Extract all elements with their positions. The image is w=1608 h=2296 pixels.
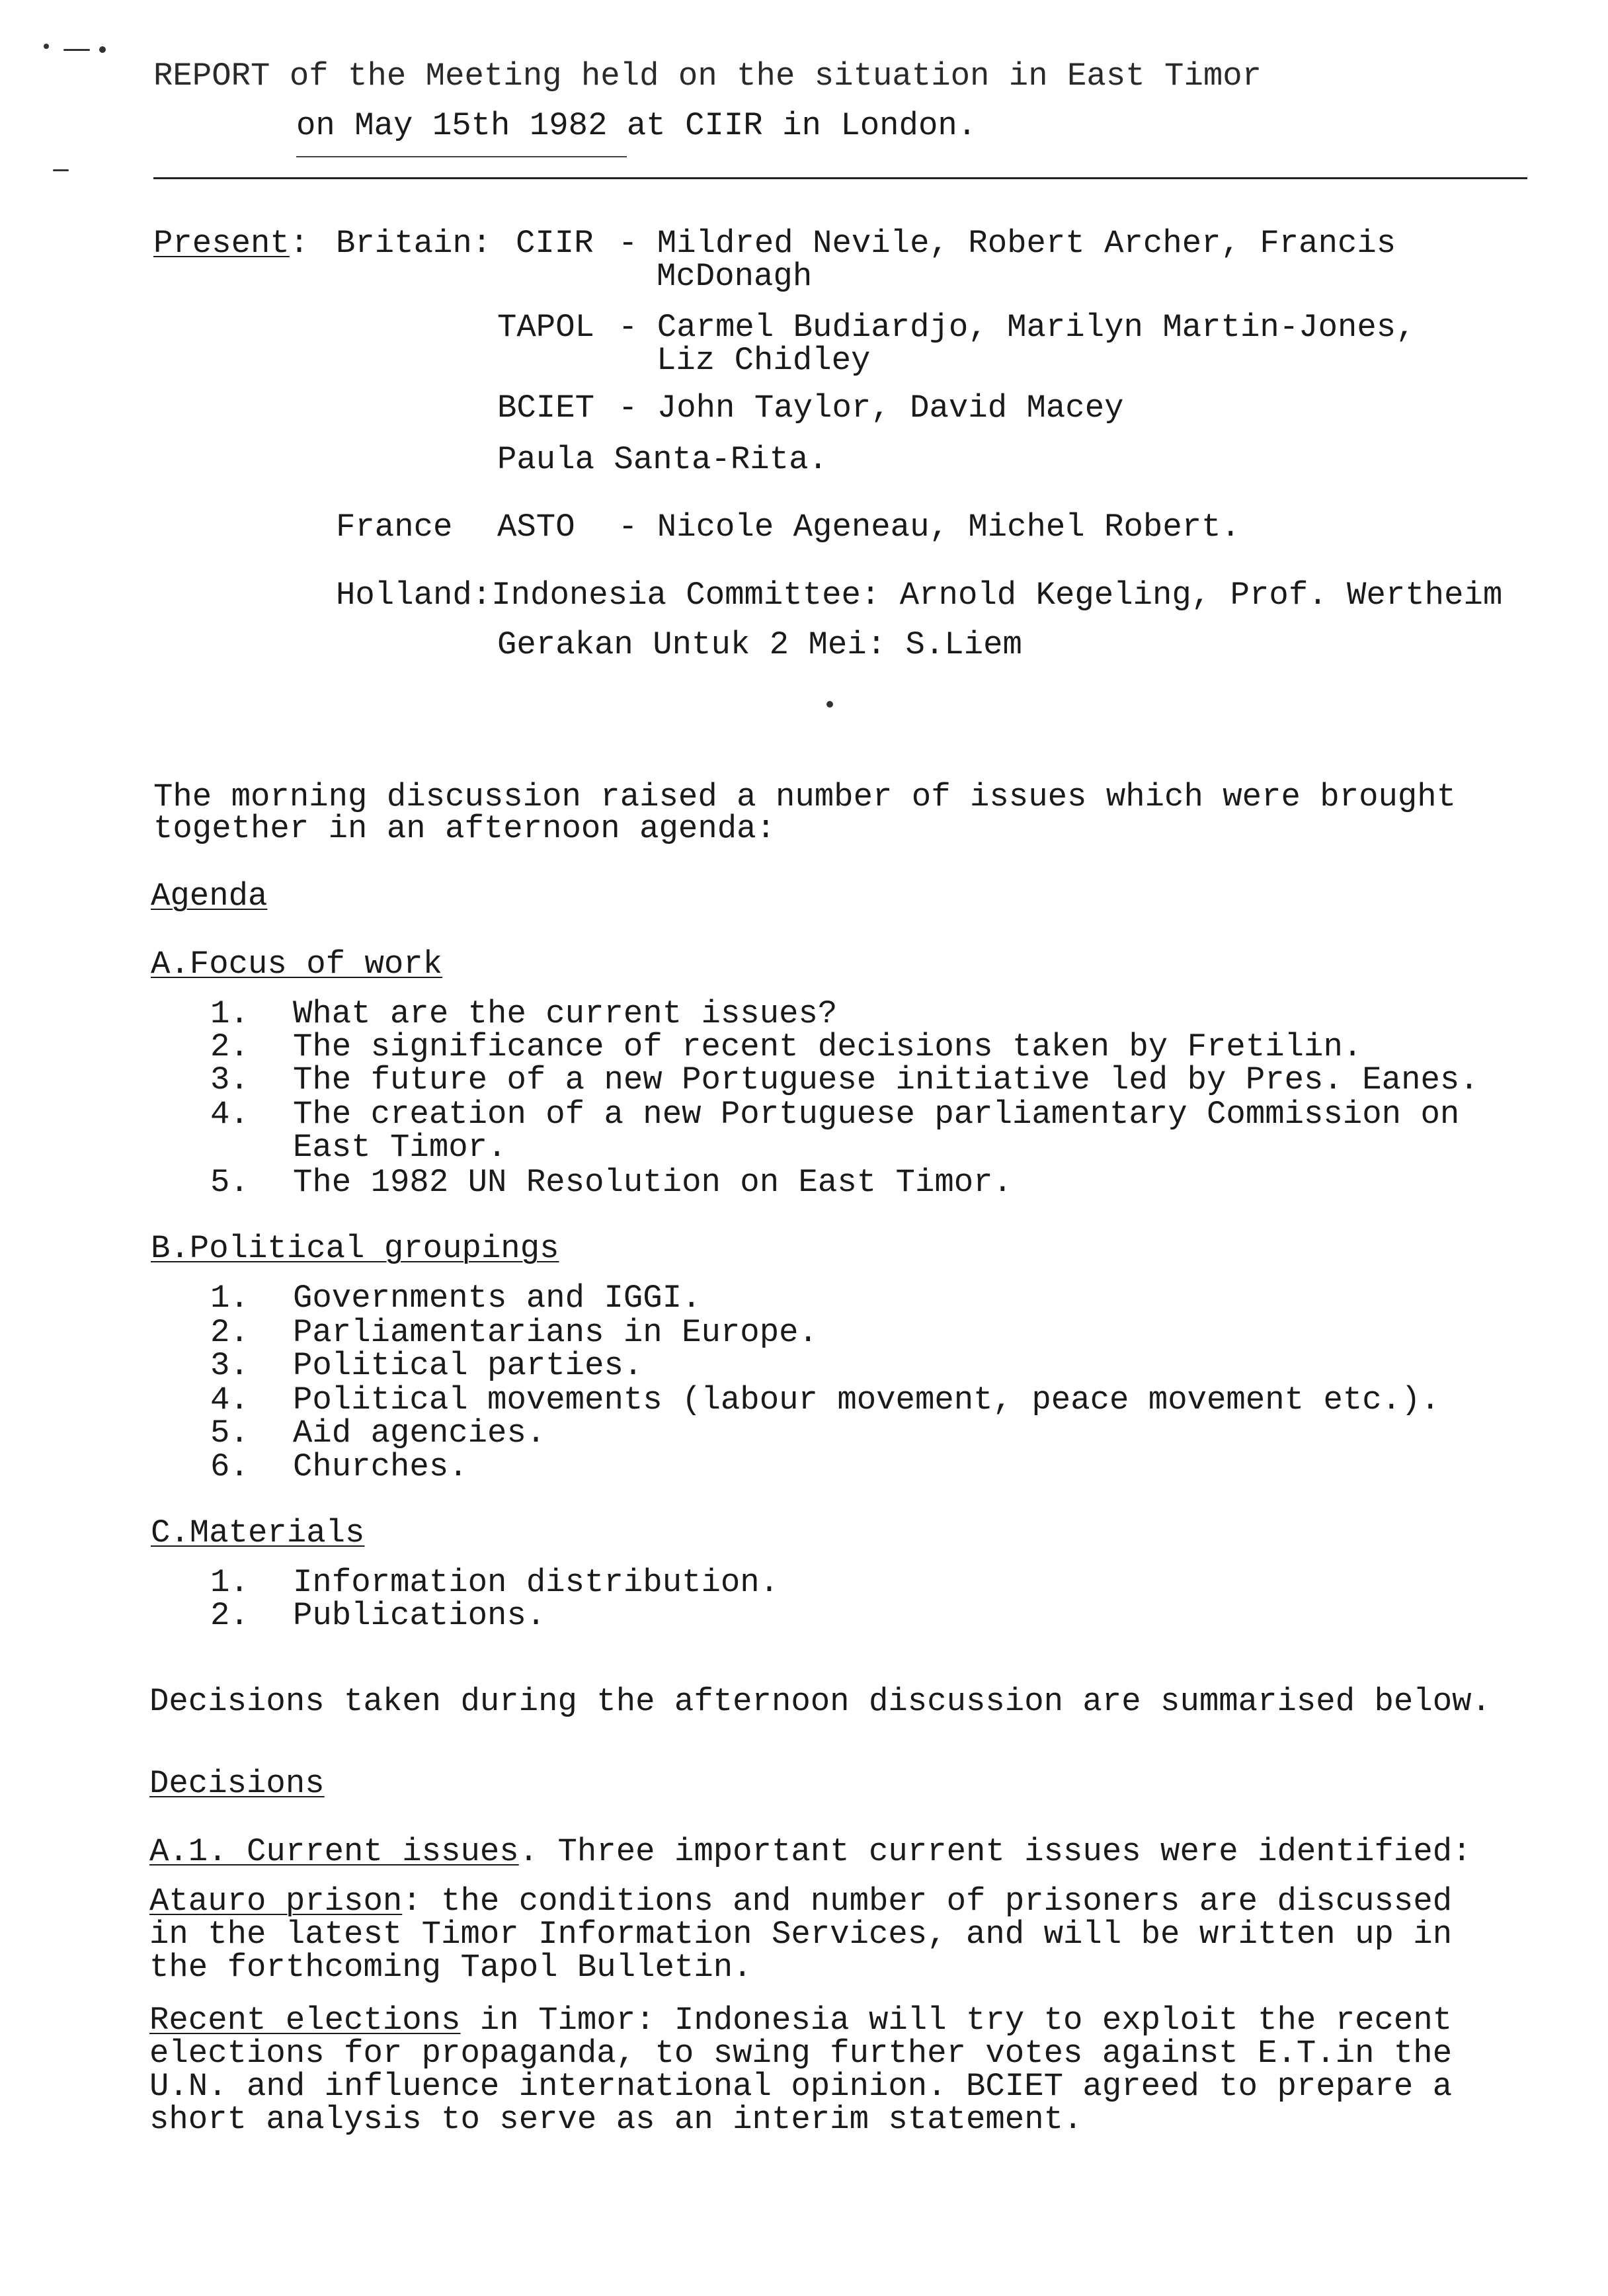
list-item: Parliamentarians in Europe. [293,1314,818,1351]
list-item: The creation of a new Portuguese parliamentary Commission on [293,1096,1460,1133]
asto-label: ASTO [497,509,575,546]
section-b-heading: B.Political groupings [151,1230,559,1267]
bciet-attendees: - John Taylor, David Macey [618,390,1124,427]
paula-attendee: Paula Santa-Rita. [497,441,828,478]
decisions-heading: Decisions [149,1765,325,1802]
list-item: Churches. [293,1448,468,1485]
header-divider [153,177,1527,179]
list-item-num: 1. [210,1280,249,1317]
intro-line2: together in an afternoon agenda: [153,810,776,847]
list-item-num: 1. [210,995,249,1032]
scan-mark [44,44,49,49]
list-item: Political parties. [293,1347,643,1384]
atauro-line1 [149,1885,1452,1918]
list-item: Publications. [293,1597,546,1634]
list-item: The 1982 UN Resolution on East Timor. [293,1164,1012,1201]
asto-attendees: - Nicole Ageneau, Michel Robert. [618,509,1240,546]
present-label-text: Present [153,225,290,262]
atauro-line3: the forthcoming Tapol Bulletin. [149,1949,752,1986]
list-item: What are the current issues? [293,995,838,1032]
list-item: Political movements (labour movement, peace movement etc.). [293,1381,1440,1418]
ciir-attendees-line1: - Mildred Nevile, Robert Archer, Francis [618,225,1396,262]
list-item-num: 3. [210,1061,249,1098]
elections-line3: U.N. and influence international opinion. BCIET agreed to prepare a [149,2068,1453,2105]
elections-label: Recent elections [149,2002,461,2039]
list-item-num: 5. [210,1164,249,1201]
scan-mark [63,49,90,51]
elections-line2: elections for propaganda, to swing further votes against E.T.in the [149,2035,1453,2072]
list-item-num: 5. [210,1414,249,1452]
britain-label: Britain: [336,225,492,262]
present-label [153,227,309,260]
list-item-num: 4. [210,1381,249,1418]
gerakan-attendees: Gerakan Untuk 2 Mei: S.Liem [497,626,1022,663]
report-title-line1: REPORT of the Meeting held on the situation in East Timor [153,58,1262,95]
france-label: France [336,509,453,546]
list-item: The significance of recent decisions taken by Fretilin. [293,1028,1363,1065]
scan-mark [99,46,106,53]
report-title-line2: on May 15th 1982 at CIIR in London. [296,107,977,144]
atauro-text-1: : the conditions and number of prisoners are discussed [402,1883,1453,1920]
date-underline [296,156,627,157]
atauro-line2: in the latest Timor Information Services, and will be written up in [149,1916,1453,1953]
agenda-heading: Agenda [151,878,268,915]
list-item-num: 3. [210,1347,249,1384]
elections-text-1: in Timor: Indonesia will try to exploit the recent [460,2002,1453,2039]
scan-mark [826,701,833,708]
list-item: The future of a new Portuguese initiative led by Pres. Eanes. [293,1061,1479,1098]
current-issues-line [149,1835,1472,1868]
list-item: East Timor. [293,1129,507,1166]
scan-mark [53,169,69,171]
ciir-label: CIIR [516,225,594,262]
tapol-attendees-line1: - Carmel Budiardjo, Marilyn Martin-Jones, [618,309,1416,346]
list-item-num: 4. [210,1096,249,1133]
intro-line1: The morning discussion raised a number of issues which were brought [153,778,1457,815]
list-item: Governments and IGGI. [293,1280,702,1317]
bciet-label: BCIET [497,390,595,427]
current-issues-label: A.1. Current issues [149,1833,519,1870]
tapol-label: TAPOL [497,309,595,346]
section-a-heading: A.Focus of work [151,946,443,983]
elections-line4: short analysis to serve as an interim statement. [149,2101,1083,2138]
elections-line1 [149,2004,1452,2037]
list-item-num: 2. [210,1028,249,1065]
list-item: Information distribution. [293,1564,780,1601]
section-c-heading: C.Materials [151,1514,365,1551]
list-item: Aid agencies. [293,1414,546,1452]
list-item-num: 6. [210,1448,249,1485]
list-item-num: 1. [210,1564,249,1601]
current-issues-text: . Three important current issues were identified: [518,1833,1472,1870]
present-label-colon: : [289,225,309,262]
summary-line: Decisions taken during the afternoon discussion are summarised below. [149,1683,1491,1720]
list-item-num: 2. [210,1597,249,1634]
list-item-num: 2. [210,1314,249,1351]
holland-attendees: Holland:Indonesia Committee: Arnold Kegeling, Prof. Wertheim [336,577,1503,614]
tapol-attendees-line2: Liz Chidley [657,342,871,379]
ciir-attendees-line2: McDonagh [657,258,813,295]
atauro-label: Atauro prison [149,1883,403,1920]
